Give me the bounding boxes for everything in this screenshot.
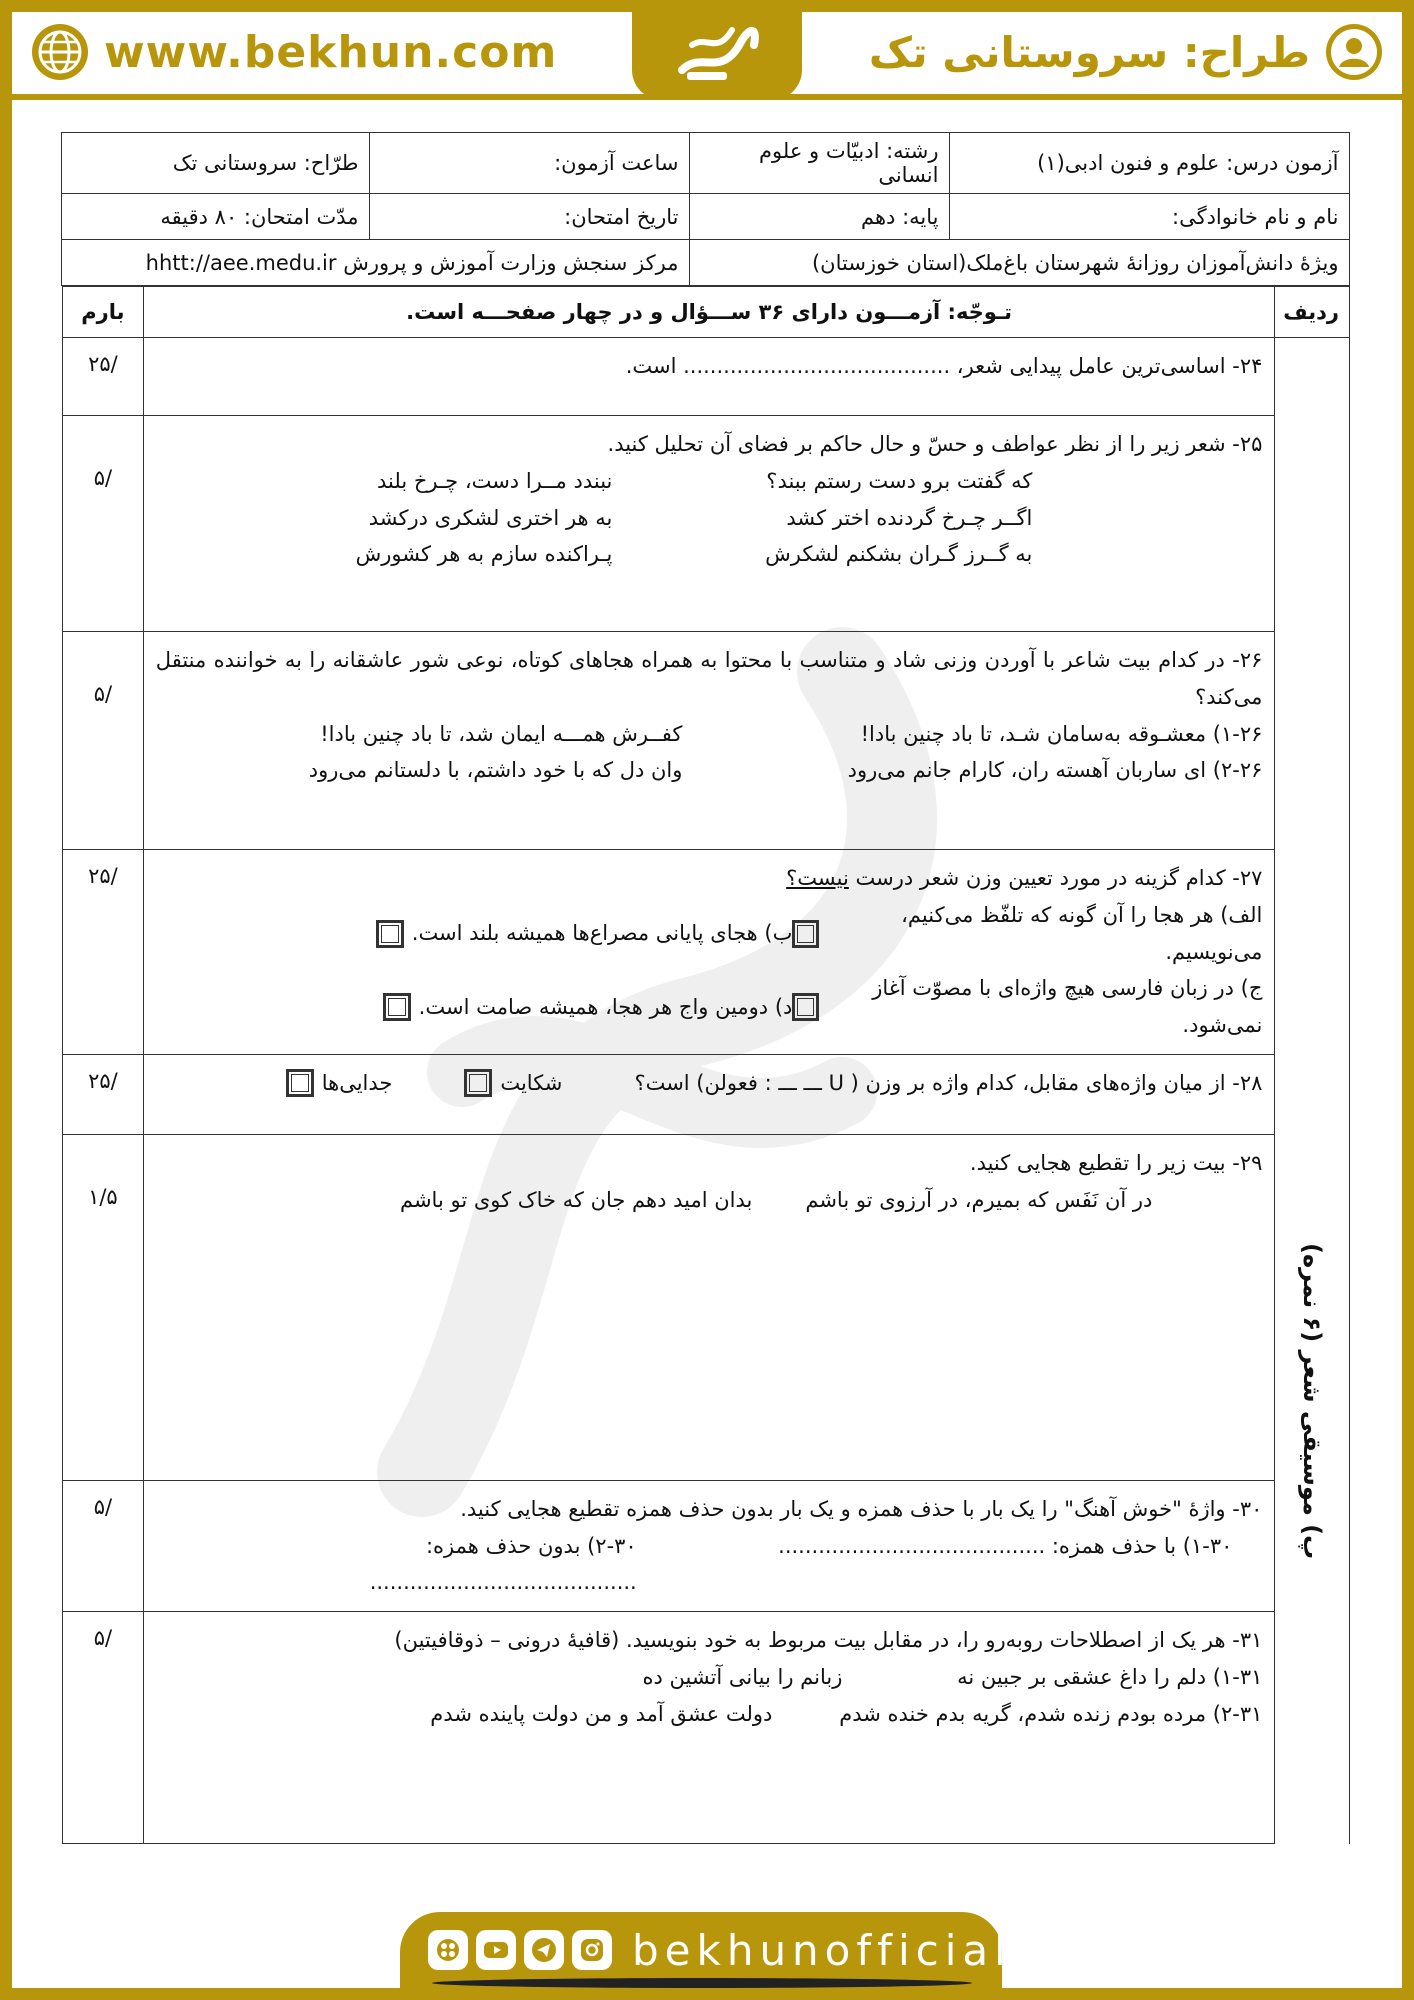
question-26-text: ۲۶- در کدام بیت شاعر با آوردن وزنی شاد و متناسب با محتوا به همراه هجاهای کوتاه، نوعی شور عاشقانه را به خواننده منتقل می‌کند؟ bbox=[155, 648, 1263, 709]
social-handle[interactable]: bekhunofficial bbox=[632, 1925, 1012, 1975]
option-row: ۲-۲۶) ای ساربان آهسته ران، کارام جانم می‌رود وان دل که با خود داشتم، با دلستانم می‌رود bbox=[308, 758, 1263, 783]
student-name: نام و نام خانوادگی: bbox=[949, 194, 1349, 240]
center-name: مرکز سنجش وزارت آموزش و پرورش hhtt://aee.medu.ir bbox=[61, 240, 689, 286]
question-24-score: /۲۵ bbox=[63, 338, 144, 416]
question-24-text: ۲۴- اساسی‌ترین عامل پیدایی شعر، ........................................ است. bbox=[143, 338, 1275, 416]
aparat-icon[interactable] bbox=[428, 1930, 468, 1970]
page-header bbox=[12, 12, 1402, 100]
question-28 bbox=[63, 1054, 1350, 1134]
info-row-1 bbox=[63, 132, 1350, 287]
telegram-icon[interactable] bbox=[524, 1930, 564, 1970]
option-c[interactable]: ج) در زبان فارسی هیچ واژه‌ای با مصوّت آغاز نمی‌شود. bbox=[792, 970, 1262, 1044]
option-d[interactable]: د) دومین واج هر هجا، همیشه صامت است. bbox=[322, 970, 792, 1044]
youtube-icon[interactable] bbox=[476, 1930, 516, 1970]
question-28-score: /۲۵ bbox=[63, 1054, 144, 1134]
question-30 bbox=[63, 1480, 1350, 1611]
question-30-score: /۵ bbox=[63, 1480, 144, 1611]
user-icon bbox=[1324, 22, 1384, 82]
question-25-text: ۲۵- شعر زیر را از نظر عواطف و حسّ و حال حاکم بر فضای آن تحلیل کنید. bbox=[607, 432, 1263, 456]
options-row bbox=[156, 897, 1263, 971]
checkbox-c[interactable] bbox=[792, 993, 818, 1021]
course-name: آزمون درس: علوم و فنون ادبی(۱) bbox=[949, 133, 1349, 194]
row-header: ردیف bbox=[1275, 287, 1350, 338]
score-header: بارم bbox=[63, 287, 144, 338]
word-option-2[interactable]: جدایی‌ها bbox=[286, 1065, 393, 1102]
answer-without-hamza[interactable]: ۲-۳۰) بدون حذف همزه: ........................................ bbox=[369, 1533, 637, 1595]
question-26-score: /۵ bbox=[63, 632, 144, 850]
checkbox-word-1[interactable] bbox=[464, 1069, 492, 1097]
globe-icon bbox=[30, 22, 90, 82]
option-b[interactable]: ب) هجای پایانی مصراع‌ها همیشه بلند است. bbox=[322, 897, 792, 971]
field-name: رشته: ادبیّات و علوم انسانی bbox=[689, 133, 949, 194]
section-column bbox=[1275, 338, 1350, 1844]
question-25 bbox=[63, 416, 1350, 632]
checkbox-word-2[interactable] bbox=[286, 1069, 314, 1097]
checkbox-b[interactable] bbox=[376, 920, 404, 948]
column-header-row bbox=[63, 287, 1350, 338]
question-27 bbox=[63, 850, 1350, 1055]
special-note: ویژهٔ دانش‌آموزان روزانهٔ شهرستان باغ‌ملک(استان خوزستان) bbox=[689, 240, 1349, 286]
section-label: پ) موسیقی شعر (۶ نمره) bbox=[1298, 1242, 1327, 1559]
question-27-text: ۲۷- کدام گزینه در مورد تعیین وزن شعر درست نیست؟ bbox=[786, 866, 1263, 890]
exam-designer: طرّاح: سروستانی تک bbox=[61, 133, 369, 194]
question-30-text: ۳۰- واژهٔ "خوش آهنگ" را یک بار با حذف همزه و یک بار بدون حذف همزه تقطیع هجایی کنید. bbox=[460, 1496, 1263, 1521]
brand-logo bbox=[632, 0, 802, 100]
checkbox-a[interactable] bbox=[792, 920, 819, 948]
grade: پایه: دهم bbox=[689, 194, 949, 240]
exam-time: ساعت آزمون: bbox=[369, 133, 689, 194]
verse-row: اگــر چـرخ گردنده اختر کشد به هر اختری لشکری درکشد bbox=[368, 505, 1033, 530]
question-29 bbox=[63, 1134, 1350, 1480]
question-24 bbox=[63, 338, 1350, 416]
question-31: ۳۱- هر یک از اصطلاحات روبه‌رو را، در مقابل بیت مربوط به خود بنویسید. (قافیهٔ درونی – ذوقافیتین) ۱-۳۱) دلم را داغ عشقی بر جبین نه زبانم را بیانی آتشین ده ۲-۳۱) مرده بودم زنده شدم، گریه بدم خنده شدم دولت عشق آمد و من دولت پاینده شدم /۵ bbox=[63, 1612, 1350, 1844]
question-29-text: ۲۹- بیت زیر را تقطیع هجایی کنید. bbox=[969, 1150, 1263, 1175]
verse-row: در آن نَفَس که بمیرم، در آرزوی تو باشم بدان امید دهم جان که خاک کوی تو باشم bbox=[399, 1187, 1153, 1212]
question-27-score: /۲۵ bbox=[63, 850, 144, 1055]
options-row bbox=[156, 970, 1263, 1044]
verse-row: به گــرز گـران بشکنم لشکرش پـراکنده سازم به هر کشورش bbox=[355, 542, 1033, 567]
checkbox-d[interactable] bbox=[383, 993, 411, 1021]
designer-name: طراح: سروستانی تک bbox=[868, 27, 1310, 77]
site-url[interactable]: www.bekhun.com bbox=[104, 26, 558, 78]
social-footer bbox=[400, 1912, 1012, 1988]
question-25-score: /۵ bbox=[63, 416, 144, 632]
question-31-score: /۵ bbox=[63, 1612, 144, 1844]
verse-row: که گفتت برو دست رستم ببند؟ نبندد مــرا دست، چـرخ بلند bbox=[377, 468, 1033, 493]
social-icons bbox=[428, 1930, 612, 1970]
footer-shadow bbox=[432, 1978, 972, 1988]
logo-icon bbox=[662, 10, 772, 90]
exam-duration: مدّت امتحان: ۸۰ دقیقه bbox=[61, 194, 369, 240]
exam-notice: تـوجّه: آزمـــون دارای ۳۶ ســـؤال و در چهار صفحـــه است. bbox=[143, 287, 1275, 338]
exam-page bbox=[12, 12, 1402, 1988]
question-28-text: ۲۸- از میان واژه‌های مقابل، کدام واژه بر وزن ( U ـــ ـــ : فعولن) است؟ bbox=[634, 1070, 1263, 1095]
instagram-icon[interactable] bbox=[572, 1930, 612, 1970]
option-row: ۱-۲۶) معشـوقه به‌سامان شـد، تا باد چنین بادا! کفــرش همـــه ایمان شد، تا باد چنین بادا! bbox=[320, 721, 1263, 746]
question-29-score: ۱/۵ bbox=[63, 1134, 144, 1480]
answer-with-hamza[interactable]: ۱-۳۰) با حذف همزه: ........................................ bbox=[778, 1533, 1233, 1558]
word-option-1[interactable]: شکایت bbox=[392, 1065, 562, 1102]
option-a[interactable]: الف) هر هجا را آن گونه که تلفّظ می‌کنیم، می‌نویسیم. bbox=[792, 897, 1262, 971]
question-31-text: ۳۱- هر یک از اصطلاحات روبه‌رو را، در مقابل بیت مربوط به خود بنویسید. (قافیهٔ درونی – ذوقافیتین) bbox=[394, 1628, 1263, 1652]
exam-table bbox=[62, 132, 1350, 1844]
exam-date: تاریخ امتحان: bbox=[369, 194, 689, 240]
site-link[interactable] bbox=[30, 20, 557, 84]
question-26 bbox=[63, 632, 1350, 850]
designer-badge bbox=[869, 20, 1384, 84]
